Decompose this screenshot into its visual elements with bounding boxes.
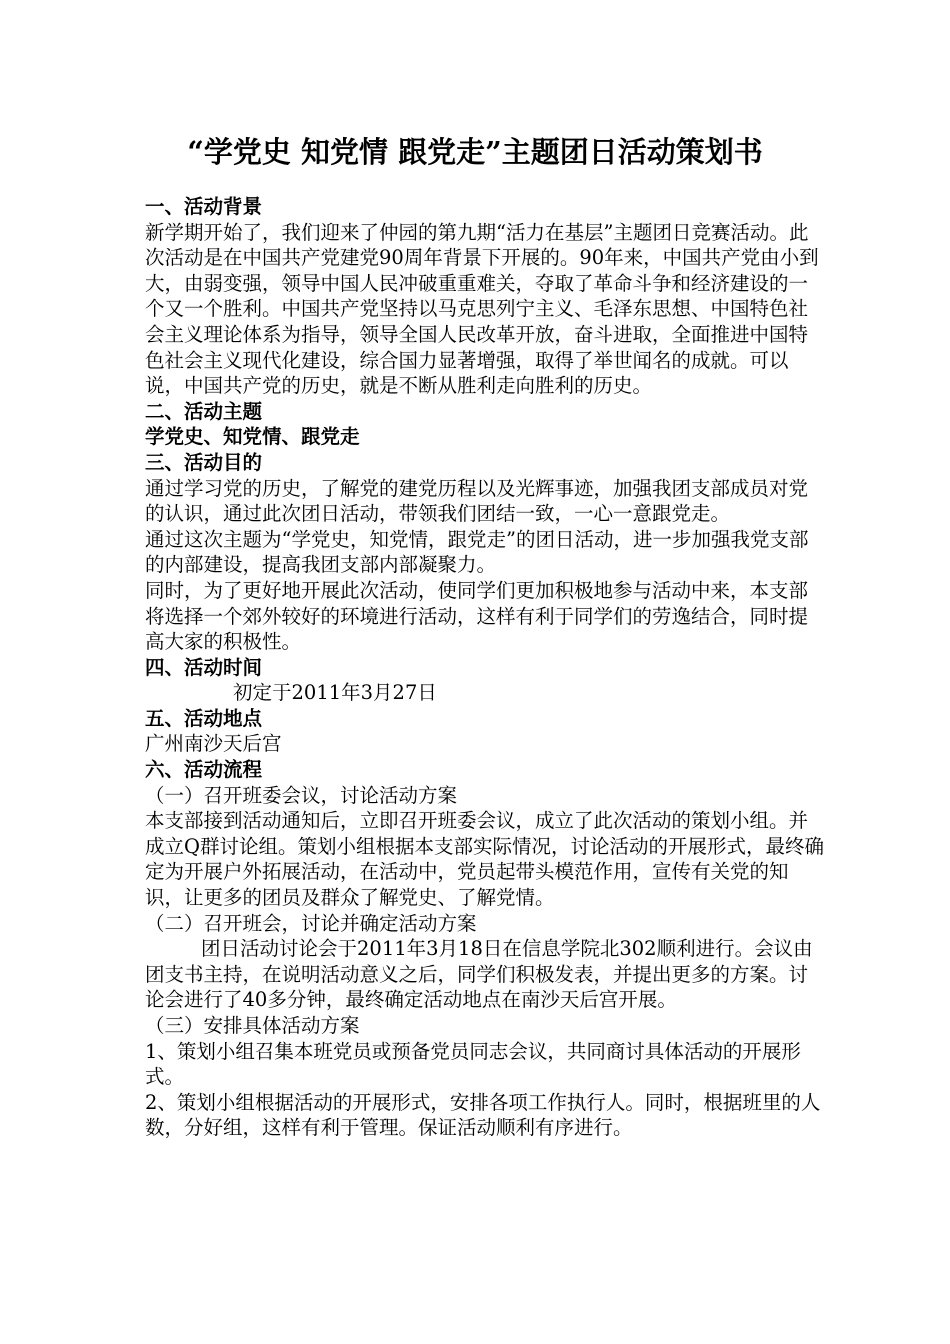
process-step3-item: 1、策划小组召集本班党员或预备党员同志会议，共同商讨具体活动的开展形式。 [145, 1039, 801, 1089]
heading-time: 四、活动时间 [145, 655, 263, 679]
document-title: “学党史 知党情 跟党走”主题团日活动策划书 [187, 135, 763, 169]
process-step3-item: 2、策划小组根据活动的开展形式，安排各项工作执行人。同时，根据班里的人数，分好组，这样有利于管理。保证活动顺利有序进行。 [145, 1090, 821, 1140]
place-text: 广州南沙天后宫 [145, 732, 282, 756]
document-body [145, 194, 825, 1141]
heading-purpose: 三、活动目的 [145, 450, 263, 474]
theme-text: 学党史、知党情、跟党走 [145, 425, 360, 449]
purpose-paragraph: 同时，为了更好地开展此次活动，使同学们更加积极地参与活动中来，本支部将选择一个郊外较好的环境进行活动，这样有利于同学们的劳逸结合，同时提高大家的积极性。 [145, 578, 809, 654]
heading-process: 六、活动流程 [145, 758, 263, 782]
purpose-paragraph: 通过这次主题为“学党史，知党情，跟党走”的团日活动，进一步加强我党支部的内部建设，提高我团支部内部凝聚力。 [145, 527, 809, 577]
process-step2-text: 团日活动讨论会于2011年3月18日在信息学院北302顺利进行。会议由团支书主持，在说明活动意义之后，同学们积极发表，并提出更多的方案。讨论会进行了40多分钟，最终确定活动地点在南沙天后宫开展。 [145, 937, 813, 1012]
process-step1-text: 本支部接到活动通知后，立即召开班委会议，成立了此次活动的策划小组。并成立Q群讨论组。策划小组根据本支部实际情况，讨论活动的开展形式，最终确定为开展户外拓展活动，在活动中，党员起带头模范作用，宣传有关党的知识，让更多的团员及群众了解党史、了解党情。 [145, 809, 824, 910]
time-text: 初定于2011年3月27日 [233, 681, 437, 705]
process-step3-title: （三）安排具体活动方案 [145, 1014, 360, 1037]
background-text: 新学期开始了，我们迎来了仲园的第九期“活力在基层”主题团日竞赛活动。此次活动是在中国共产党建党90周年背景下开展的。90年来，中国共产党由小到大，由弱变强，领导中国人民冲破重重难关，夺取了革命斗争和经济建设的一个又一个胜利。中国共产党坚持以马克思列宁主义、毛泽东思想、中国特色社会主义理论体系为指导，领导全国人民改革开放，奋斗进取，全面推进中国特色社会主义现代化建设，综合国力显著增强，取得了举世闻名的成就。可以说，中国共产党的历史，就是不断从胜利走向胜利的历史。 [145, 220, 819, 398]
heading-place: 五、活动地点 [145, 706, 263, 730]
purpose-paragraph: 通过学习党的历史，了解党的建党历程以及光辉事迹，加强我团支部成员对党的认识，通过此次团日活动，带领我们团结一致，一心一意跟党走。 [145, 476, 809, 526]
heading-theme: 二、活动主题 [145, 399, 263, 423]
process-step2-title: （二）召开班会，讨论并确定活动方案 [145, 911, 477, 935]
process-step1-title: （一）召开班委会议，讨论活动方案 [145, 783, 458, 807]
heading-background: 一、活动背景 [145, 195, 263, 218]
